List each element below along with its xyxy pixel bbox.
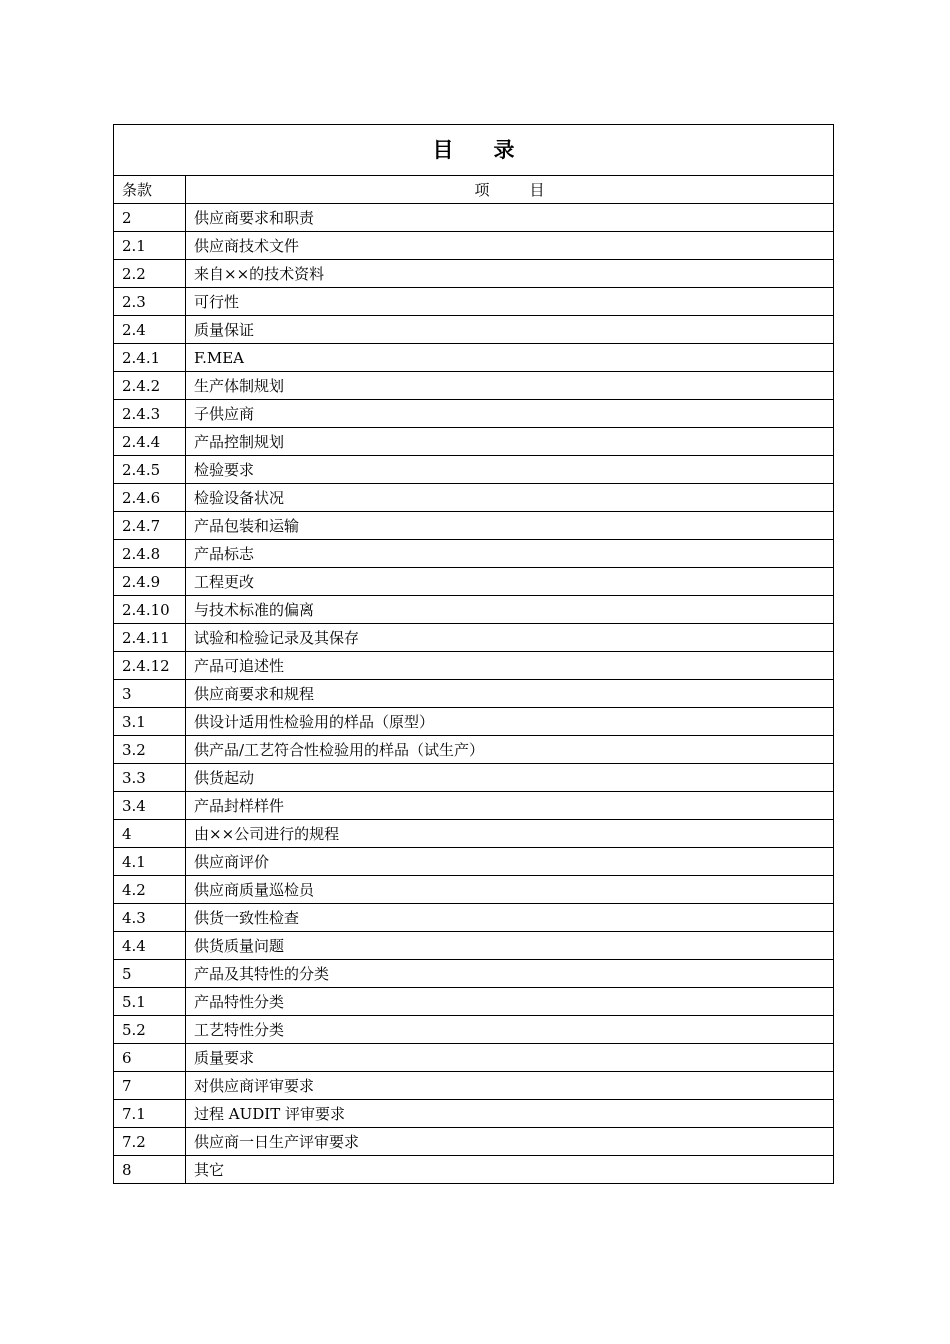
- table-row: [114, 1072, 834, 1100]
- clause-number: 4.4: [114, 932, 186, 960]
- item-title: 供货质量问题: [186, 932, 834, 960]
- clause-number: 2.4.12: [114, 652, 186, 680]
- title-part-2: 录: [493, 137, 515, 162]
- table-row: [114, 932, 834, 960]
- item-title: 可行性: [186, 288, 834, 316]
- clause-number: 3: [114, 680, 186, 708]
- table-row: [114, 232, 834, 260]
- table-row: [114, 988, 834, 1016]
- item-title: 产品标志: [186, 540, 834, 568]
- clause-number: 2.1: [114, 232, 186, 260]
- item-title: 来自××的技术资料: [186, 260, 834, 288]
- header-clause: 条款: [114, 176, 186, 204]
- item-title: 供货一致性检查: [186, 904, 834, 932]
- toc-body: [114, 125, 834, 1184]
- table-row: [114, 1044, 834, 1072]
- item-title: 供应商评价: [186, 848, 834, 876]
- table-row: [114, 708, 834, 736]
- table-row: [114, 904, 834, 932]
- item-title: 检验要求: [186, 456, 834, 484]
- clause-number: 2.4.10: [114, 596, 186, 624]
- item-title: 过程 AUDIT 评审要求: [186, 1100, 834, 1128]
- clause-number: 4: [114, 820, 186, 848]
- clause-number: 2.4: [114, 316, 186, 344]
- item-title: 产品可追述性: [186, 652, 834, 680]
- table-row: [114, 1128, 834, 1156]
- item-title: 供货起动: [186, 764, 834, 792]
- item-title: 产品特性分类: [186, 988, 834, 1016]
- item-title: 产品包装和运输: [186, 512, 834, 540]
- table-row: [114, 372, 834, 400]
- table-row: [114, 344, 834, 372]
- item-title: F.MEA: [186, 344, 834, 372]
- clause-number: 3.2: [114, 736, 186, 764]
- table-row: [114, 848, 834, 876]
- clause-number: 5: [114, 960, 186, 988]
- clause-number: 2.4.11: [114, 624, 186, 652]
- clause-number: 2.4.1: [114, 344, 186, 372]
- clause-number: 8: [114, 1156, 186, 1184]
- clause-number: 4.3: [114, 904, 186, 932]
- item-title: 工程更改: [186, 568, 834, 596]
- clause-number: 7.1: [114, 1100, 186, 1128]
- title-part-1: 目: [432, 137, 454, 162]
- title-row: [114, 125, 834, 176]
- item-title: 供产品/工艺符合性检验用的样品（试生产）: [186, 736, 834, 764]
- item-title: 供应商一日生产评审要求: [186, 1128, 834, 1156]
- clause-number: 2.4.7: [114, 512, 186, 540]
- clause-number: 4.2: [114, 876, 186, 904]
- clause-number: 7.2: [114, 1128, 186, 1156]
- item-title: 工艺特性分类: [186, 1016, 834, 1044]
- page-title: [114, 125, 834, 176]
- item-title: 其它: [186, 1156, 834, 1184]
- table-row: [114, 484, 834, 512]
- table-row: [114, 288, 834, 316]
- table-row: [114, 204, 834, 232]
- item-title: 质量保证: [186, 316, 834, 344]
- table-row: [114, 456, 834, 484]
- item-title: 质量要求: [186, 1044, 834, 1072]
- table-row: [114, 1156, 834, 1184]
- clause-number: 2.4.2: [114, 372, 186, 400]
- table-row: [114, 1016, 834, 1044]
- table-row: [114, 540, 834, 568]
- clause-number: 2.4.3: [114, 400, 186, 428]
- table-row: [114, 260, 834, 288]
- item-title: 供应商质量巡检员: [186, 876, 834, 904]
- header-row: [114, 176, 834, 204]
- clause-number: 2.3: [114, 288, 186, 316]
- clause-number: 5.2: [114, 1016, 186, 1044]
- clause-number: 6: [114, 1044, 186, 1072]
- table-row: [114, 764, 834, 792]
- clause-number: 3.4: [114, 792, 186, 820]
- clause-number: 2: [114, 204, 186, 232]
- table-row: [114, 316, 834, 344]
- table-row: [114, 568, 834, 596]
- item-title: 试验和检验记录及其保存: [186, 624, 834, 652]
- item-title: 生产体制规划: [186, 372, 834, 400]
- table-row: [114, 428, 834, 456]
- table-row: [114, 596, 834, 624]
- clause-number: 2.2: [114, 260, 186, 288]
- clause-number: 2.4.4: [114, 428, 186, 456]
- clause-number: 3.3: [114, 764, 186, 792]
- table-row: [114, 792, 834, 820]
- item-title: 供设计适用性检验用的样品（原型）: [186, 708, 834, 736]
- item-title: 与技术标准的偏离: [186, 596, 834, 624]
- header-item-part-2: 目: [529, 180, 545, 199]
- clause-number: 7: [114, 1072, 186, 1100]
- clause-number: 2.4.8: [114, 540, 186, 568]
- table-row: [114, 624, 834, 652]
- item-title: 检验设备状况: [186, 484, 834, 512]
- item-title: 对供应商评审要求: [186, 1072, 834, 1100]
- table-row: [114, 820, 834, 848]
- clause-number: 4.1: [114, 848, 186, 876]
- item-title: 供应商要求和职责: [186, 204, 834, 232]
- header-item: [186, 176, 834, 204]
- table-row: [114, 680, 834, 708]
- item-title: 子供应商: [186, 400, 834, 428]
- table-row: [114, 736, 834, 764]
- item-title: 由××公司进行的规程: [186, 820, 834, 848]
- table-row: [114, 960, 834, 988]
- clause-number: 3.1: [114, 708, 186, 736]
- table-row: [114, 1100, 834, 1128]
- item-title: 供应商要求和规程: [186, 680, 834, 708]
- clause-number: 2.4.9: [114, 568, 186, 596]
- table-row: [114, 512, 834, 540]
- table-row: [114, 652, 834, 680]
- item-title: 产品封样样件: [186, 792, 834, 820]
- clause-number: 2.4.5: [114, 456, 186, 484]
- item-title: 产品控制规划: [186, 428, 834, 456]
- table-row: [114, 400, 834, 428]
- header-item-part-1: 项: [474, 180, 490, 199]
- clause-number: 5.1: [114, 988, 186, 1016]
- clause-number: 2.4.6: [114, 484, 186, 512]
- toc-table: [113, 124, 834, 1184]
- item-title: 供应商技术文件: [186, 232, 834, 260]
- item-title: 产品及其特性的分类: [186, 960, 834, 988]
- table-row: [114, 876, 834, 904]
